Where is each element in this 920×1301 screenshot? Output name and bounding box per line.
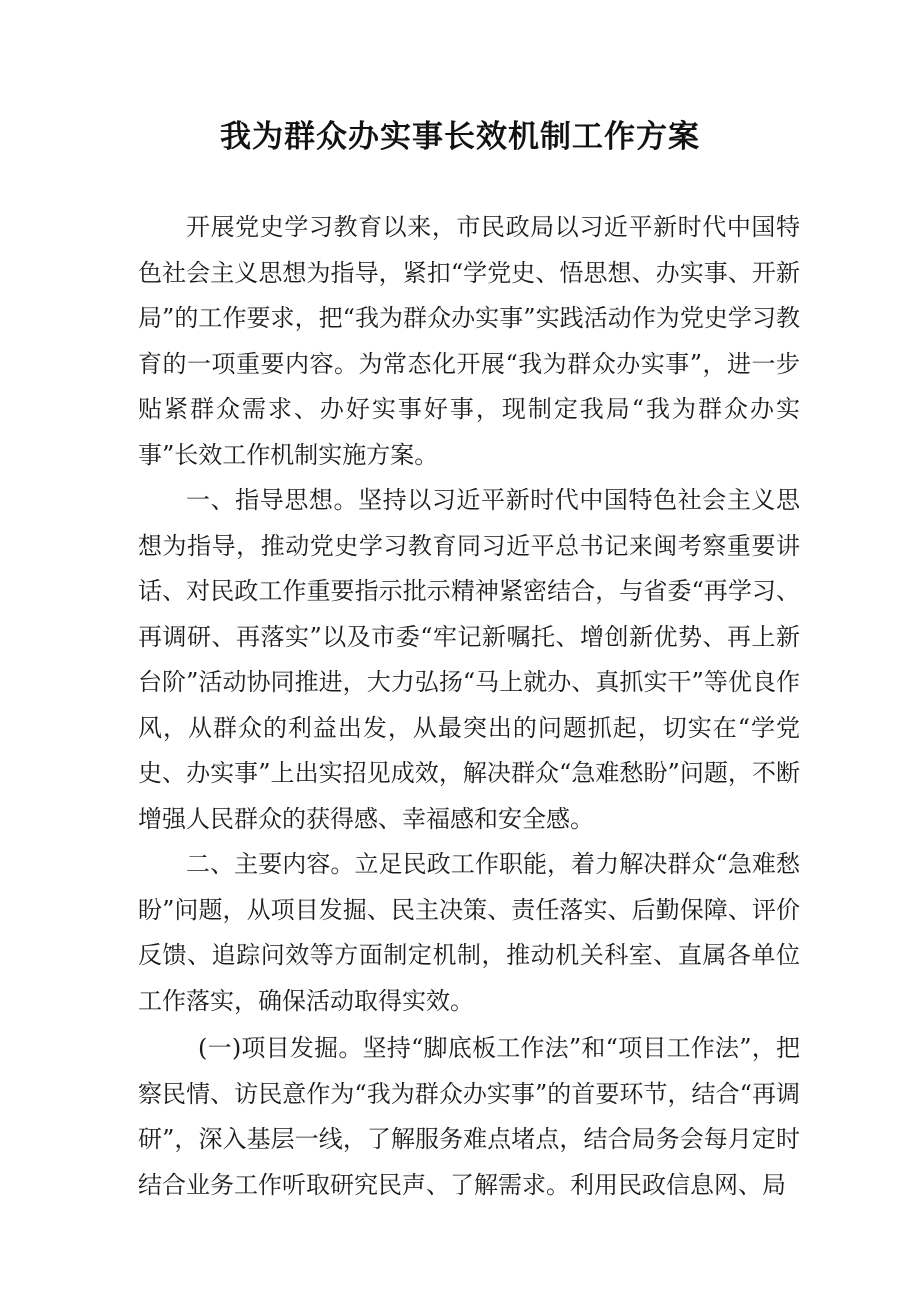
document-title: 我为群众办实事长效机制工作方案: [220, 119, 700, 155]
document-body: [138, 205, 800, 1208]
project-discovery-paragraph: (一)项目发掘。坚持“脚底板工作法”和“项目工作法”，把察民情、访民意作为“我为群众办实事”的首要环节，结合“再调研”，深入基层一线，了解服务难点堵点，结合局务会每月定时结合业务工作听取研究民声、了解需求。利用民政信息网、局: [138, 1034, 800, 1199]
main-content-paragraph: 二、主要内容。立足民政工作职能，着力解决群众“急难愁盼”问题，从项目发掘、民主决策、责任落实、后勤保障、评价反馈、追踪问效等方面制定机制，推动机关科室、直属各单位工作落实，确保活动取得实效。: [138, 850, 800, 1015]
intro-paragraph: 开展党史学习教育以来，市民政局以习近平新时代中国特色社会主义思想为指导，紧扣“学党史、悟思想、办实事、开新局”的工作要求，把“我为群众办实事”实践活动作为党史学习教育的一项重要内容。为常态化开展“我为群众办实事”，进一步贴紧群众需求、办好实事好事，现制定我局“我为群众办实事”长效工作机制实施方案。: [138, 213, 800, 469]
guiding-ideology-paragraph: 一、指导思想。坚持以习近平新时代中国特色社会主义思想为指导，推动党史学习教育同习近平总书记来闽考察重要讲话、对民政工作重要指示批示精神紧密结合，与省委“再学习、再调研、再落实”以及市委“牢记新嘱托、增创新优势、再上新台阶”活动协同推进，大力弘扬“马上就办、真抓实干”等优良作风，从群众的利益出发，从最突出的问题抓起，切实在“学党史、办实事”上出实招见成效，解决群众“急难愁盼”问题，不断增强人民群众的获得感、幸福感和安全感。: [138, 486, 800, 833]
